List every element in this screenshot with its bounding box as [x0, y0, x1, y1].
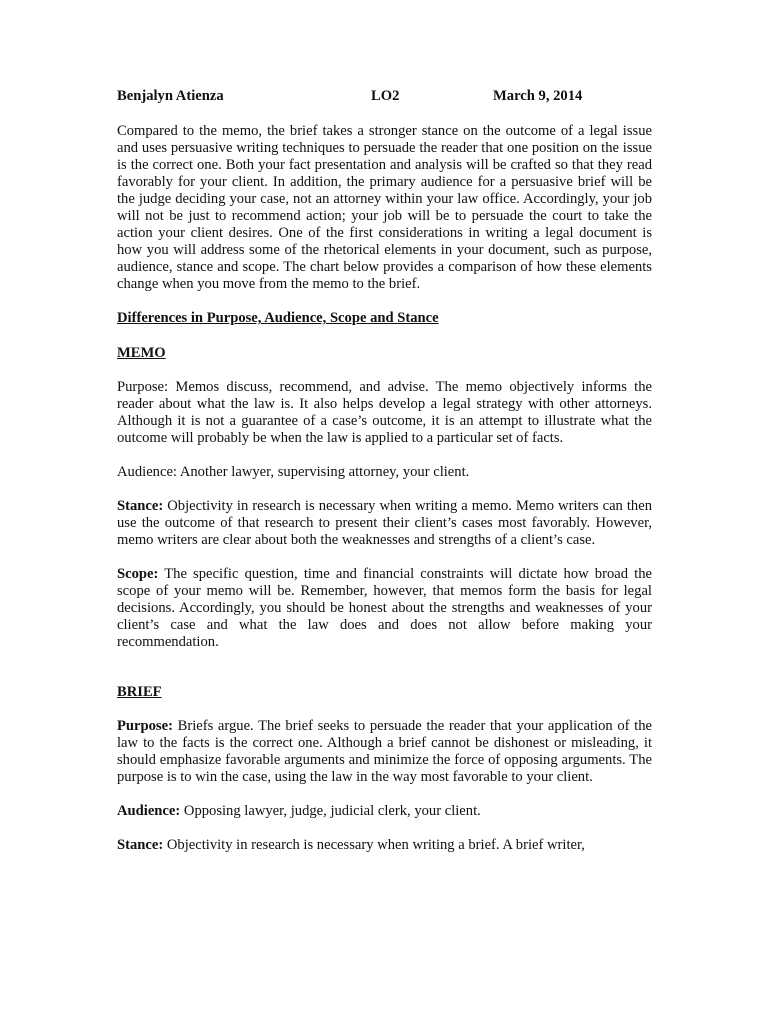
memo-heading: MEMO: [117, 345, 166, 361]
brief-stance-text: Objectivity in research is necessary when writing a brief. A brief writer,: [163, 837, 585, 853]
memo-scope-text: The specific question, time and financial constraints will dictate how broad the scope of your memo will be. Remember, however, that memos form the basis for legal decisions. Accordingly, you should be honest about the strengths and weaknesses of your client’s case and what the law does and does not allow before making your recommendation.: [117, 566, 652, 650]
document-date: March 9, 2014: [493, 88, 583, 104]
memo-stance-text: Objectivity in research is necessary when writing a memo. Memo writers can then use the outcome of that research to present their client’s cases most favorably. However, memo writers are clear about both the weaknesses and strengths of a client’s case.: [117, 498, 652, 548]
memo-audience-label: Audience:: [117, 464, 177, 480]
memo-audience-paragraph: [117, 464, 652, 481]
author-name: Benjalyn Atienza: [117, 88, 224, 104]
memo-stance-label: Stance:: [117, 498, 164, 514]
brief-heading: BRIEF: [117, 684, 162, 700]
memo-stance-paragraph: [117, 498, 652, 549]
memo-purpose-paragraph: [117, 379, 652, 447]
brief-stance-label: Stance:: [117, 837, 164, 853]
brief-audience-text: Opposing lawyer, judge, judicial clerk, your client.: [180, 803, 481, 819]
brief-stance-paragraph: [117, 837, 652, 854]
brief-purpose-paragraph: [117, 718, 652, 786]
memo-scope-label: Scope:: [117, 566, 159, 582]
brief-audience-label: Audience:: [117, 803, 181, 819]
brief-audience-paragraph: [117, 803, 652, 820]
memo-purpose-text: Memos discuss, recommend, and advise. The memo objectively informs the reader about what the law is. It also helps develop a legal strategy with other attorneys. Although it is not a guarantee of a case’s outcome, it is an attempt to illustrate what the outcome will probably be when the law is applied to a particular set of facts.: [117, 379, 652, 446]
document-header: [117, 84, 652, 104]
intro-paragraph: Compared to the memo, the brief takes a stronger stance on the outcome of a legal issue and uses persuasive writing techniques to persuade the reader that one position on the issue is the correct one. Both your fact presentation and analysis will be crafted so that they read favorably for your client. In addition, the primary audience for a persuasive brief will be the judge deciding your case, not an attorney within your law office. Accordingly, your job will not be just to recommend action; your job will be to persuade the court to take the action your client desires. One of the first considerations in writing a legal document is how you will address some of the rhetorical elements in your document, such as purpose, audience, stance and scope. The chart below provides a comparison of how these elements change when you move from the memo to the brief.: [117, 123, 652, 292]
course-code: LO2: [371, 88, 400, 104]
brief-purpose-label: Purpose:: [117, 718, 173, 734]
memo-audience-text: Another lawyer, supervising attorney, your client.: [176, 464, 470, 480]
memo-scope-paragraph: [117, 566, 652, 651]
document-page: [117, 84, 652, 854]
brief-purpose-text: Briefs argue. The brief seeks to persuade the reader that your application of the law to the facts is the correct one. Although a brief cannot be dishonest or misleading, it should emphasize favorable arguments and minimize the force of opposing arguments. The purpose is to win the case, using the law in the way most favorable to your client.: [117, 718, 652, 785]
differences-heading: Differences in Purpose, Audience, Scope and Stance: [117, 310, 439, 326]
memo-purpose-label: Purpose:: [117, 379, 169, 395]
